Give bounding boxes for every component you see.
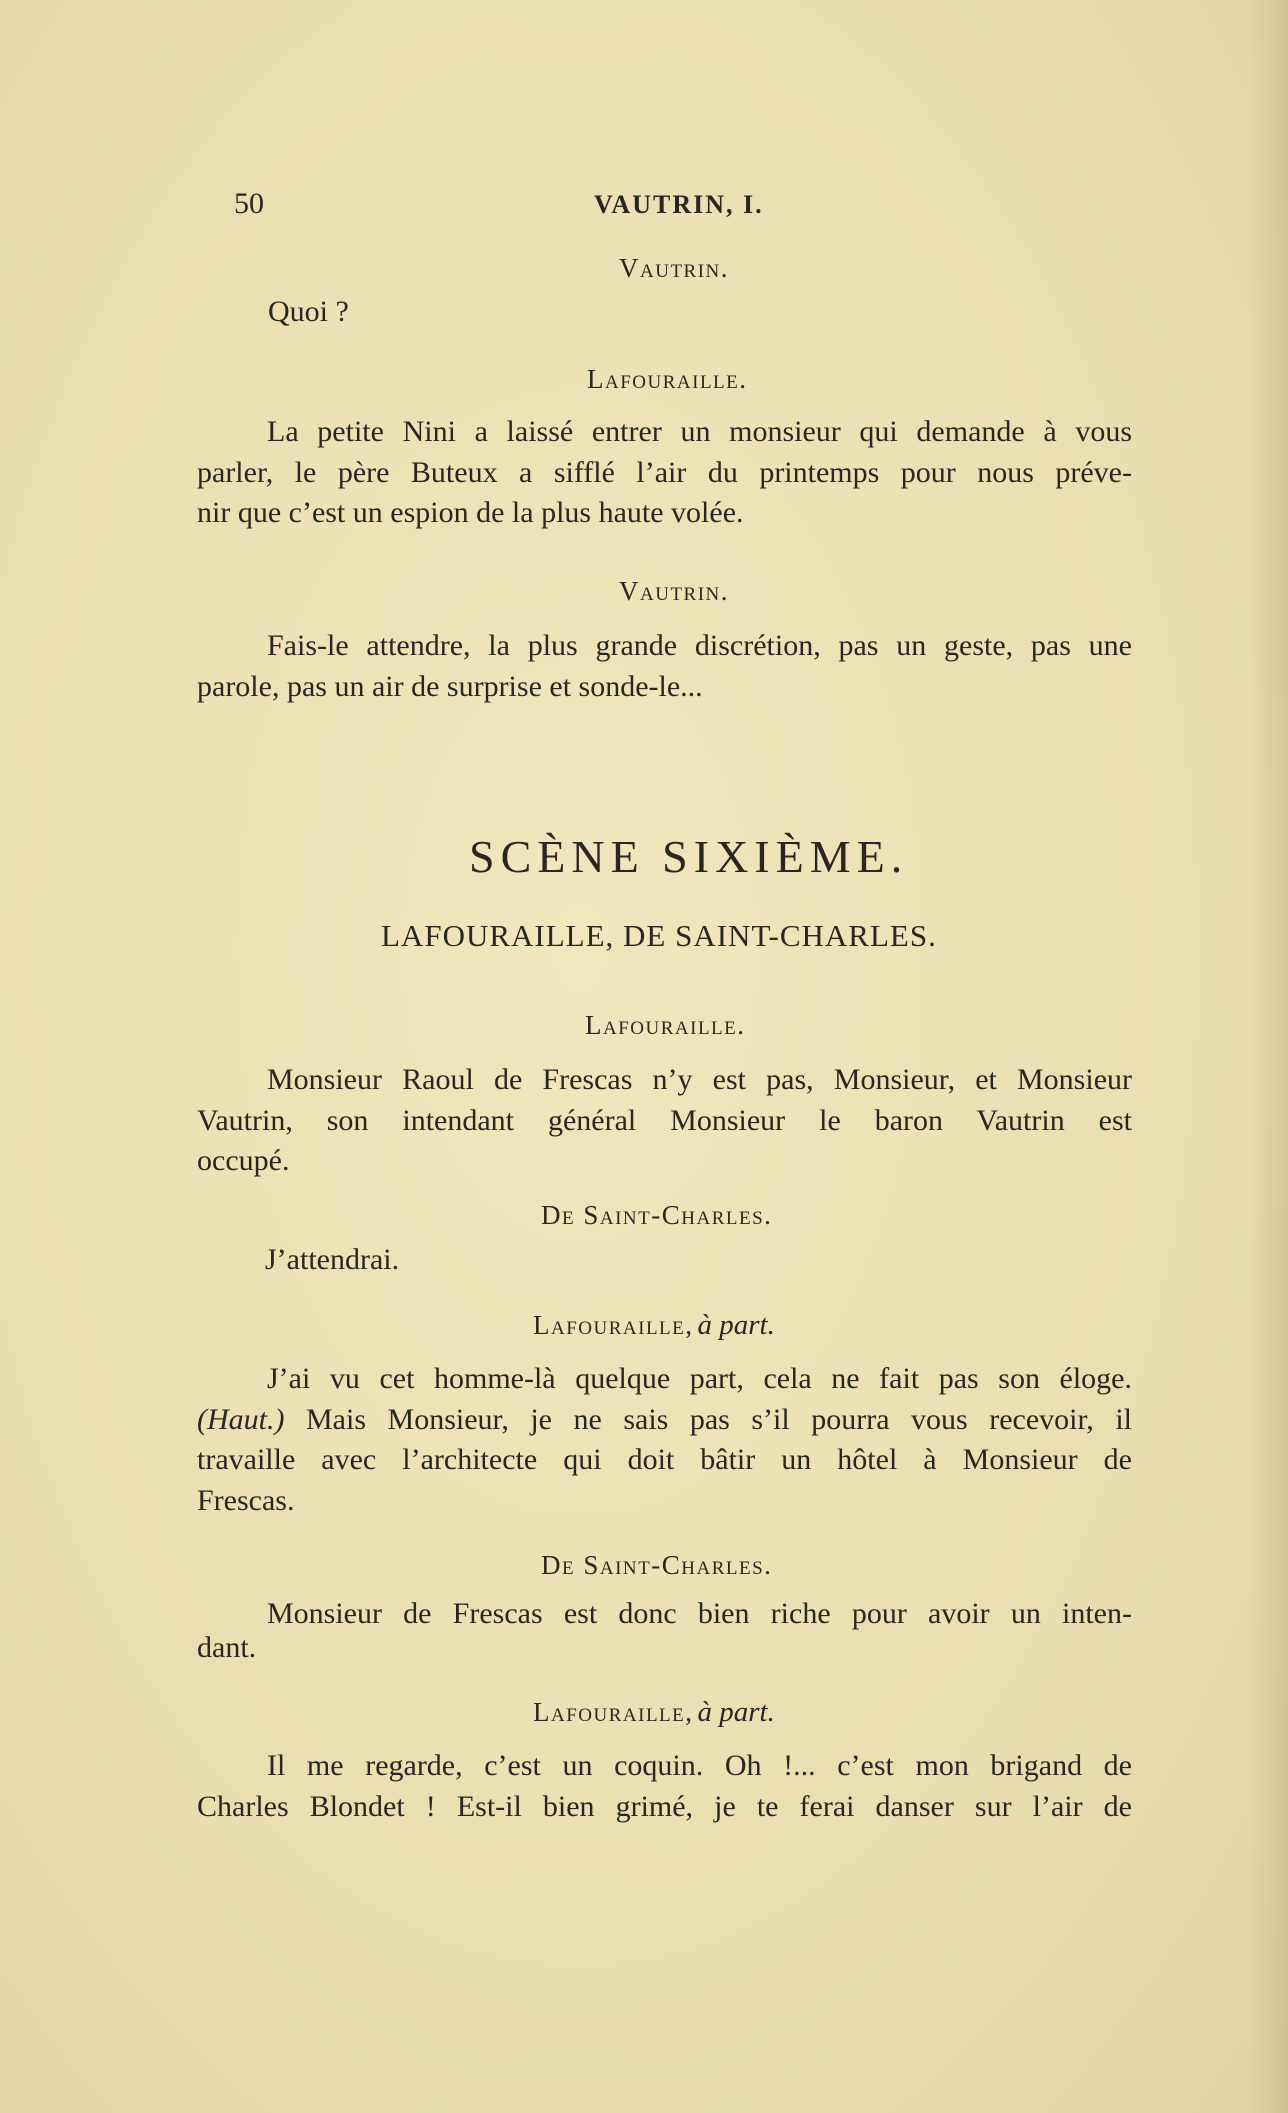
- dialogue-paragraph: [197, 412, 1132, 534]
- dialogue-paragraph: [197, 1597, 1132, 1665]
- scene-title: SCÈNE SIXIÈME.: [469, 831, 909, 882]
- speaker-de-saint-charles: De Saint-Charles.: [541, 1550, 773, 1580]
- dialogue-line: dant.: [197, 1631, 257, 1664]
- dialogue-line: parole, pas un air de surprise et sonde-le...: [197, 669, 703, 703]
- dialogue-line: Vautrin, son intendant général Monsieur le baron Vautrin est: [197, 1103, 1132, 1137]
- dialogue-line: J’attendrai.: [265, 1243, 400, 1276]
- speaker-vautrin: Vautrin.: [619, 576, 730, 606]
- running-title: VAUTRIN, I.: [594, 190, 764, 219]
- dialogue-line: La petite Nini a laissé entrer un monsieur qui demande à vous: [267, 415, 1132, 448]
- dialogue-paragraph: [197, 1359, 1132, 1521]
- speaker-lafouraille: Lafouraille,: [533, 1697, 694, 1727]
- dialogue-paragraph: [197, 1060, 1132, 1182]
- dialogue-line: Fais-le attendre, la plus grande discrétion, pas un geste, pas une: [267, 629, 1132, 662]
- dialogue-paragraph: [197, 1746, 1132, 1827]
- stage-direction: à part.: [697, 1696, 775, 1728]
- page-number: 50: [234, 187, 264, 220]
- speaker-lafouraille: Lafouraille.: [585, 1010, 746, 1040]
- speaker-heading: [533, 1309, 775, 1342]
- speaker-de-saint-charles: De Saint-Charles.: [541, 1200, 773, 1230]
- scene-cast: LAFOURAILLE, DE SAINT-CHARLES.: [381, 918, 937, 953]
- dialogue-line: J’ai vu cet homme-là quelque part, cela ne fait pas son éloge.: [267, 1362, 1132, 1395]
- dialogue-line: Frescas.: [197, 1483, 295, 1517]
- dialogue-line: Charles Blondet ! Est-il bien grimé, je te ferai danser sur l’air de: [197, 1789, 1132, 1823]
- dialogue-line: Monsieur de Frescas est donc bien riche pour avoir un inten-: [267, 1597, 1132, 1630]
- dialogue-line: Monsieur Raoul de Frescas n’y est pas, Monsieur, et Monsieur: [267, 1063, 1132, 1096]
- dialogue-line: parler, le père Buteux a sifflé l’air du printemps pour nous préve-: [197, 455, 1132, 489]
- dialogue-paragraph: [197, 626, 1132, 707]
- speaker-heading: [533, 1696, 775, 1729]
- dialogue-line: Il me regarde, c’est un coquin. Oh !... c’est mon brigand de: [267, 1749, 1132, 1782]
- speaker-lafouraille: Lafouraille.: [587, 364, 748, 394]
- stage-direction: à part.: [697, 1309, 775, 1341]
- speaker-vautrin: Vautrin.: [619, 253, 730, 283]
- dialogue-line: (Haut.) Mais Monsieur, je ne sais pas s’il pourra vous recevoir, il: [197, 1402, 1132, 1436]
- dialogue-line: travaille avec l’architecte qui doit bâtir un hôtel à Monsieur de: [197, 1443, 1132, 1476]
- speaker-lafouraille: Lafouraille,: [533, 1310, 694, 1340]
- dialogue-line: Quoi ?: [268, 295, 349, 328]
- stage-direction: (Haut.): [197, 1402, 285, 1436]
- dialogue-line: nir que c’est un espion de la plus haute volée.: [197, 496, 744, 529]
- dialogue-line: occupé.: [197, 1144, 290, 1177]
